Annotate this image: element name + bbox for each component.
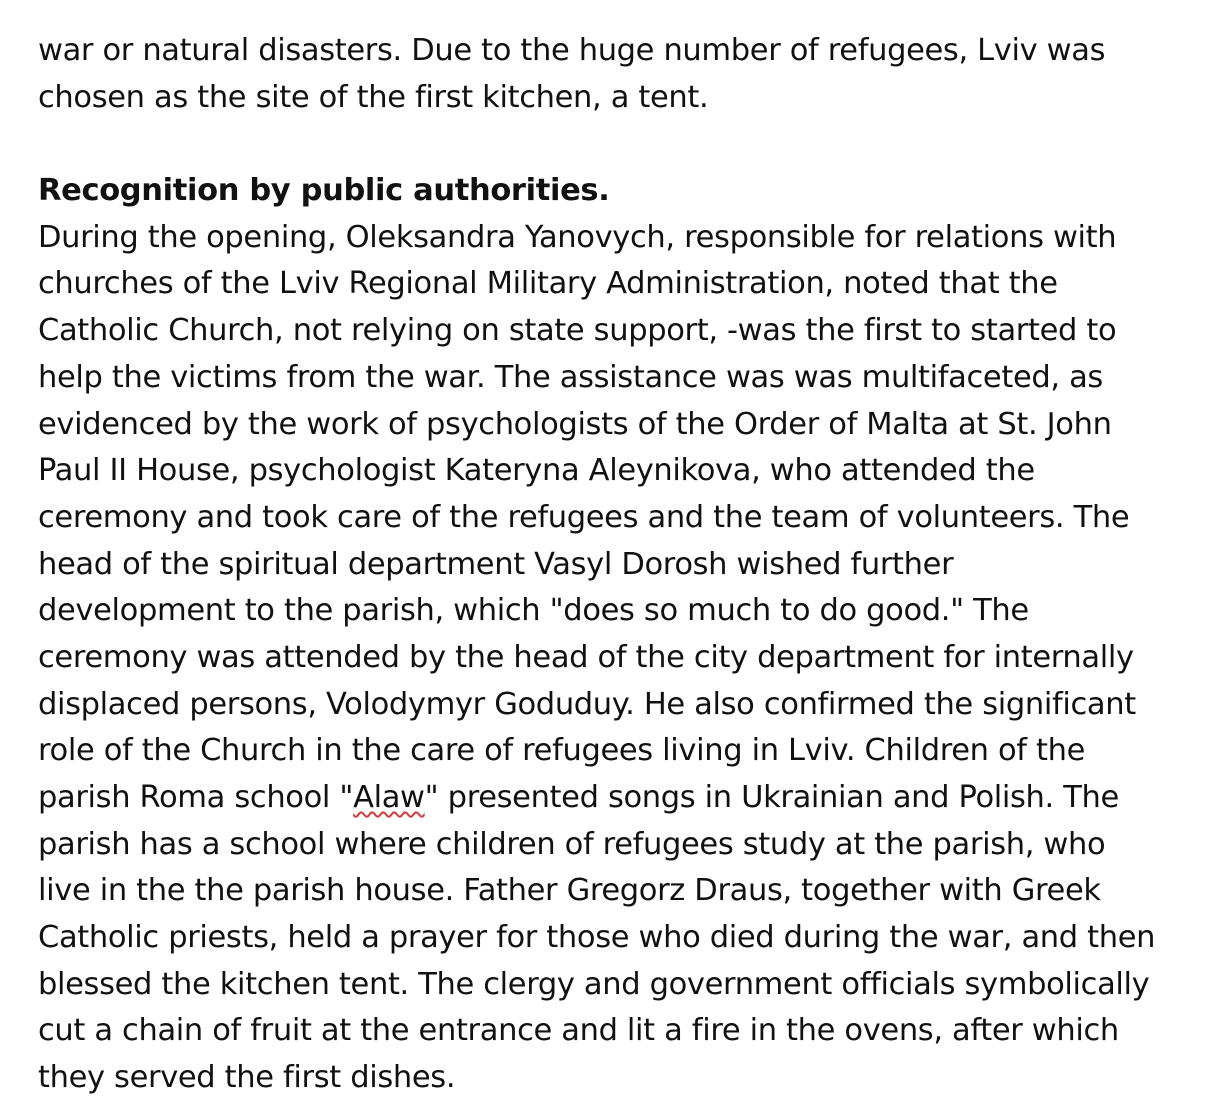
paragraph-line: churches of the Lviv Regional Military Administration, noted that the <box>38 266 1058 302</box>
paragraph-line: cut a chain of fruit at the entrance and lit a fire in the ovens, after which <box>38 1013 1119 1049</box>
paragraph-line: evidenced by the work of psychologists of the Order of Malta at St. John <box>38 406 1112 442</box>
paragraph-line: displaced persons, Volodymyr Goduduy. He also confirmed the significant <box>38 686 1136 722</box>
paragraph-line: During the opening, Oleksandra Yanovych, responsible for relations with <box>38 219 1117 255</box>
document-body <box>38 28 1218 1102</box>
paragraph-line: chosen as the site of the first kitchen, a tent. <box>38 79 709 115</box>
misspelled-word[interactable]: Alaw <box>353 780 425 815</box>
paragraph-line: parish has a school where children of refugees study at the parish, who <box>38 826 1106 862</box>
paragraph-line: ceremony was attended by the head of the city department for internally <box>38 639 1134 675</box>
paragraph-spacer <box>38 121 1218 168</box>
paragraph-line: Paul II House, psychologist Kateryna Aleynikova, who attended the <box>38 453 1035 489</box>
paragraph-line: role of the Church in the care of refugees living in Lviv. Children of the <box>38 733 1086 769</box>
roma-line-after: " presented songs in Ukrainian and Polish. The <box>424 780 1119 815</box>
section-heading: Recognition by public authorities. <box>38 173 610 209</box>
paragraph-line: they served the first dishes. <box>38 1060 456 1096</box>
paragraph-line: help the victims from the war. The assistance was was multifaceted, as <box>38 359 1103 395</box>
paragraph-line: blessed the kitchen tent. The clergy and government officials symbolically <box>38 966 1150 1002</box>
paragraph-line: head of the spiritual department Vasyl Dorosh wished further <box>38 546 954 582</box>
paragraph-line: Catholic priests, held a prayer for those who died during the war, and then <box>38 920 1156 956</box>
roma-line-before: parish Roma school " <box>38 780 354 815</box>
paragraph-line: live in the the parish house. Father Gregorz Draus, together with Greek <box>38 873 1101 909</box>
paragraph-line: Catholic Church, not relying on state support, -was the first to started to <box>38 313 1117 349</box>
paragraph-line: development to the parish, which "does so much to do good." The <box>38 593 1029 629</box>
paragraph-line: ceremony and took care of the refugees and the team of volunteers. The <box>38 499 1130 535</box>
paragraph-line: war or natural disasters. Due to the huge number of refugees, Lviv was <box>38 33 1106 68</box>
paragraph-line-with-spellcheck <box>38 775 1218 822</box>
